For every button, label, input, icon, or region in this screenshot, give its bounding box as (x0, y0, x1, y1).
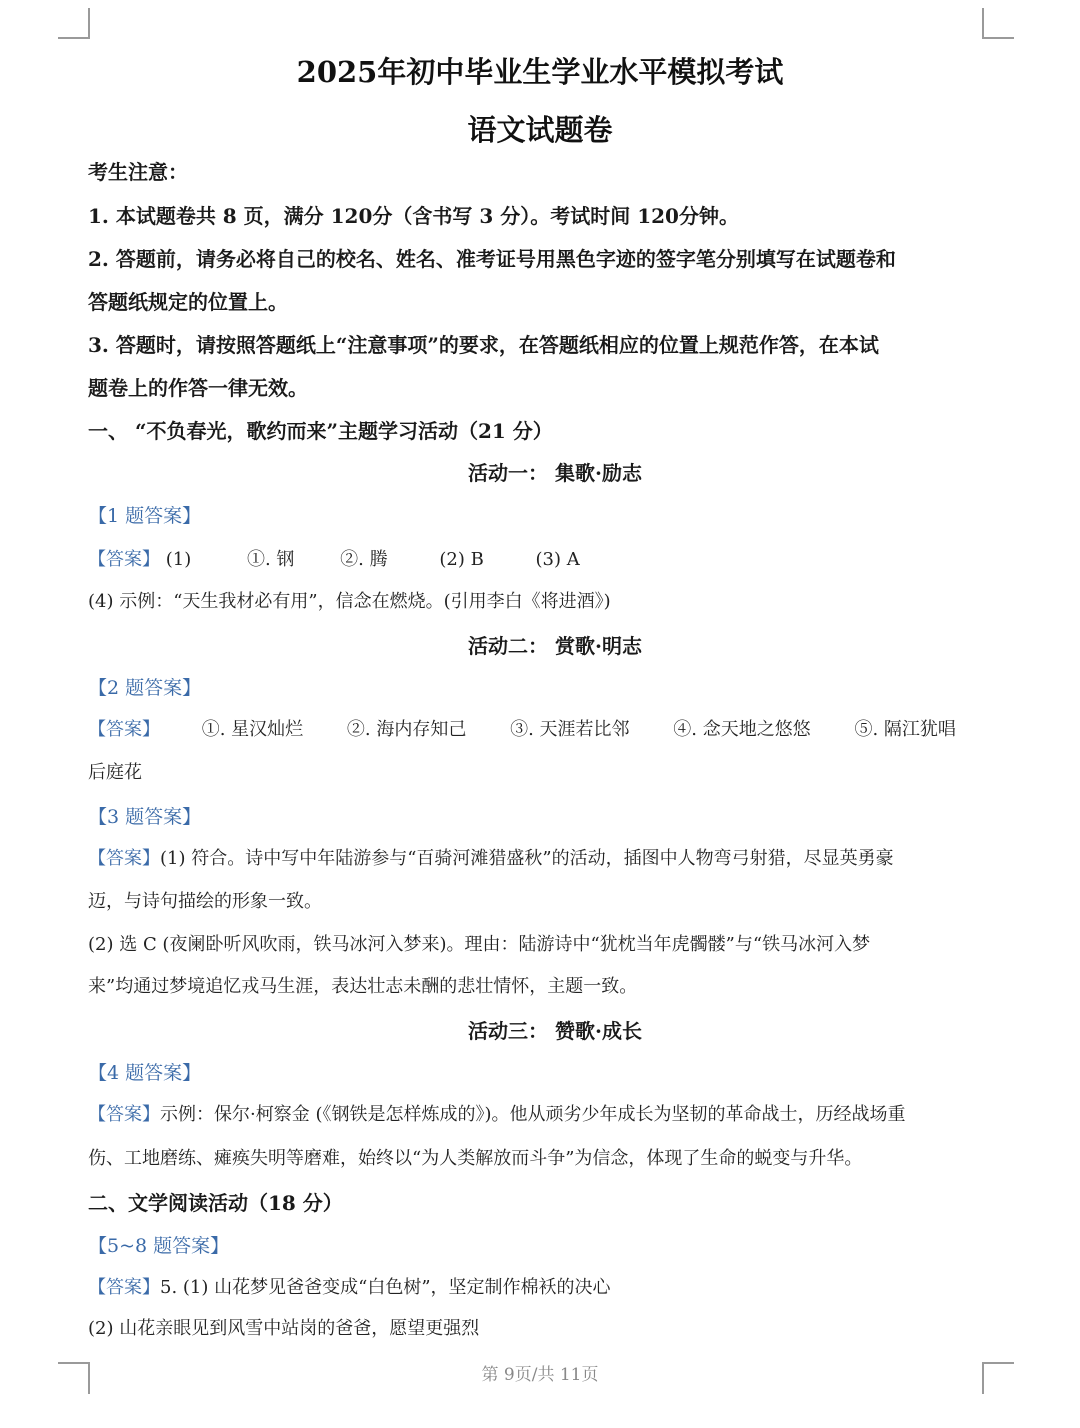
q2-answer (88, 721, 980, 739)
q1-part: (2) B (439, 549, 484, 570)
q3-text: (1) 符合。诗中写中年陆游参与“百骑河滩猎盛秋”的活动，插图中人物弯弓射猎，尽显英勇豪 (160, 848, 894, 869)
answer-tag: 【答案】 (88, 549, 160, 570)
section-2-heading: 二、文学阅读活动（18 分） (88, 1191, 343, 1215)
notice-item-1: 1. 本试题卷共 8 页，满分 120分（含书写 3 分）。考试时间 120分钟。 (88, 204, 739, 228)
answer-tag: 【答案】 (88, 1104, 160, 1125)
q1-part: ②. 腾 (340, 549, 388, 570)
q2-part: ④. 念天地之悠悠 (673, 719, 811, 740)
q1-part: (3) A (535, 549, 580, 570)
q1-tag: 【1 题答案】 (88, 505, 202, 527)
section-1-heading: 一、 “不负春光，歌约而来”主题学习活动（21 分） (88, 419, 553, 443)
notice-item-3-cont: 题卷上的作答一律无效。 (88, 376, 308, 400)
exam-subtitle: 语文试题卷 (467, 113, 613, 147)
crop-mark (58, 37, 90, 39)
q2-part: ②. 海内存知己 (346, 719, 467, 740)
activity-1-heading: 活动一： 集歌·励志 (468, 461, 642, 485)
q3-answer-line4: 来”均通过梦境追忆戎马生涯，表达壮志未酬的悲壮情怀，主题一致。 (88, 976, 638, 997)
q2-part: ⑤. 隔江犹唱 (854, 719, 956, 740)
q3-answer-line2: 迈，与诗句描绘的形象一致。 (88, 891, 322, 912)
answer-tag: 【答案】 (88, 719, 160, 740)
q3-tag: 【3 题答案】 (88, 806, 202, 828)
q2-tag: 【2 题答案】 (88, 677, 202, 699)
q3-answer-line1 (88, 850, 980, 868)
answer-tag: 【答案】 (88, 1277, 160, 1298)
notice-item-3: 3. 答题时，请按照答题纸上“注意事项”的要求，在答题纸相应的位置上规范作答，在本试 (88, 333, 879, 357)
exam-title: 2025年初中毕业生学业水平模拟考试 (296, 55, 784, 89)
notice-item-2-cont: 答题纸规定的位置上。 (88, 290, 288, 314)
q2-answer-line2: 后庭花 (88, 762, 142, 783)
notice-item-2: 2. 答题前，请务必将自己的校名、姓名、准考证号用黑色字迹的签字笔分别填写在试题卷和 (88, 247, 896, 271)
q1-part: (1) (165, 549, 192, 570)
q1-part: ①. 钢 (246, 549, 295, 570)
q2-part: ③. 天涯若比邻 (510, 719, 630, 740)
q4-tag: 【4 题答案】 (88, 1062, 202, 1084)
q5-text: 5. (1) 山花梦见爸爸变成“白色树”，坚定制作棉袄的决心 (160, 1277, 611, 1298)
q3-answer-line3: (2) 选 C (夜阑卧听风吹雨，铁马冰河入梦来)。理由：陆游诗中“犹枕当年虎髑髅”与“铁马冰河入梦 (88, 934, 871, 955)
q5-answer-line2: (2) 山花亲眼见到风雪中站岗的爸爸，愿望更强烈 (88, 1318, 480, 1339)
q4-answer-line2: 伤、工地磨练、瘫痪失明等磨难，始终以“为人类解放而斗争”为信念，体现了生命的蜕变与升华。 (88, 1148, 863, 1169)
q4-text: 示例：保尔·柯察金 (《钢铁是怎样炼成的》)。他从顽劣少年成长为坚韧的革命战士，历经战场重 (160, 1104, 906, 1125)
q4-answer-line1 (88, 1106, 980, 1124)
activity-3-heading: 活动三： 赞歌·成长 (468, 1019, 642, 1043)
crop-mark (88, 8, 90, 38)
answer-tag: 【答案】 (88, 848, 160, 869)
crop-mark (982, 8, 984, 38)
q1-answer-line2: (4) 示例：“天生我材必有用”，信念在燃烧。(引用李白《将进酒》) (88, 591, 611, 612)
q2-part: ①. 星汉灿烂 (201, 719, 304, 740)
q1-answer (88, 551, 980, 569)
crop-mark (982, 37, 1014, 39)
q5-answer-line1 (88, 1279, 980, 1297)
q5-8-tag: 【5~8 题答案】 (88, 1235, 230, 1257)
notice-heading: 考生注意： (88, 160, 188, 184)
activity-2-heading: 活动二： 赏歌·明志 (468, 634, 642, 658)
page-number: 第 9页/共 11页 (481, 1365, 599, 1385)
